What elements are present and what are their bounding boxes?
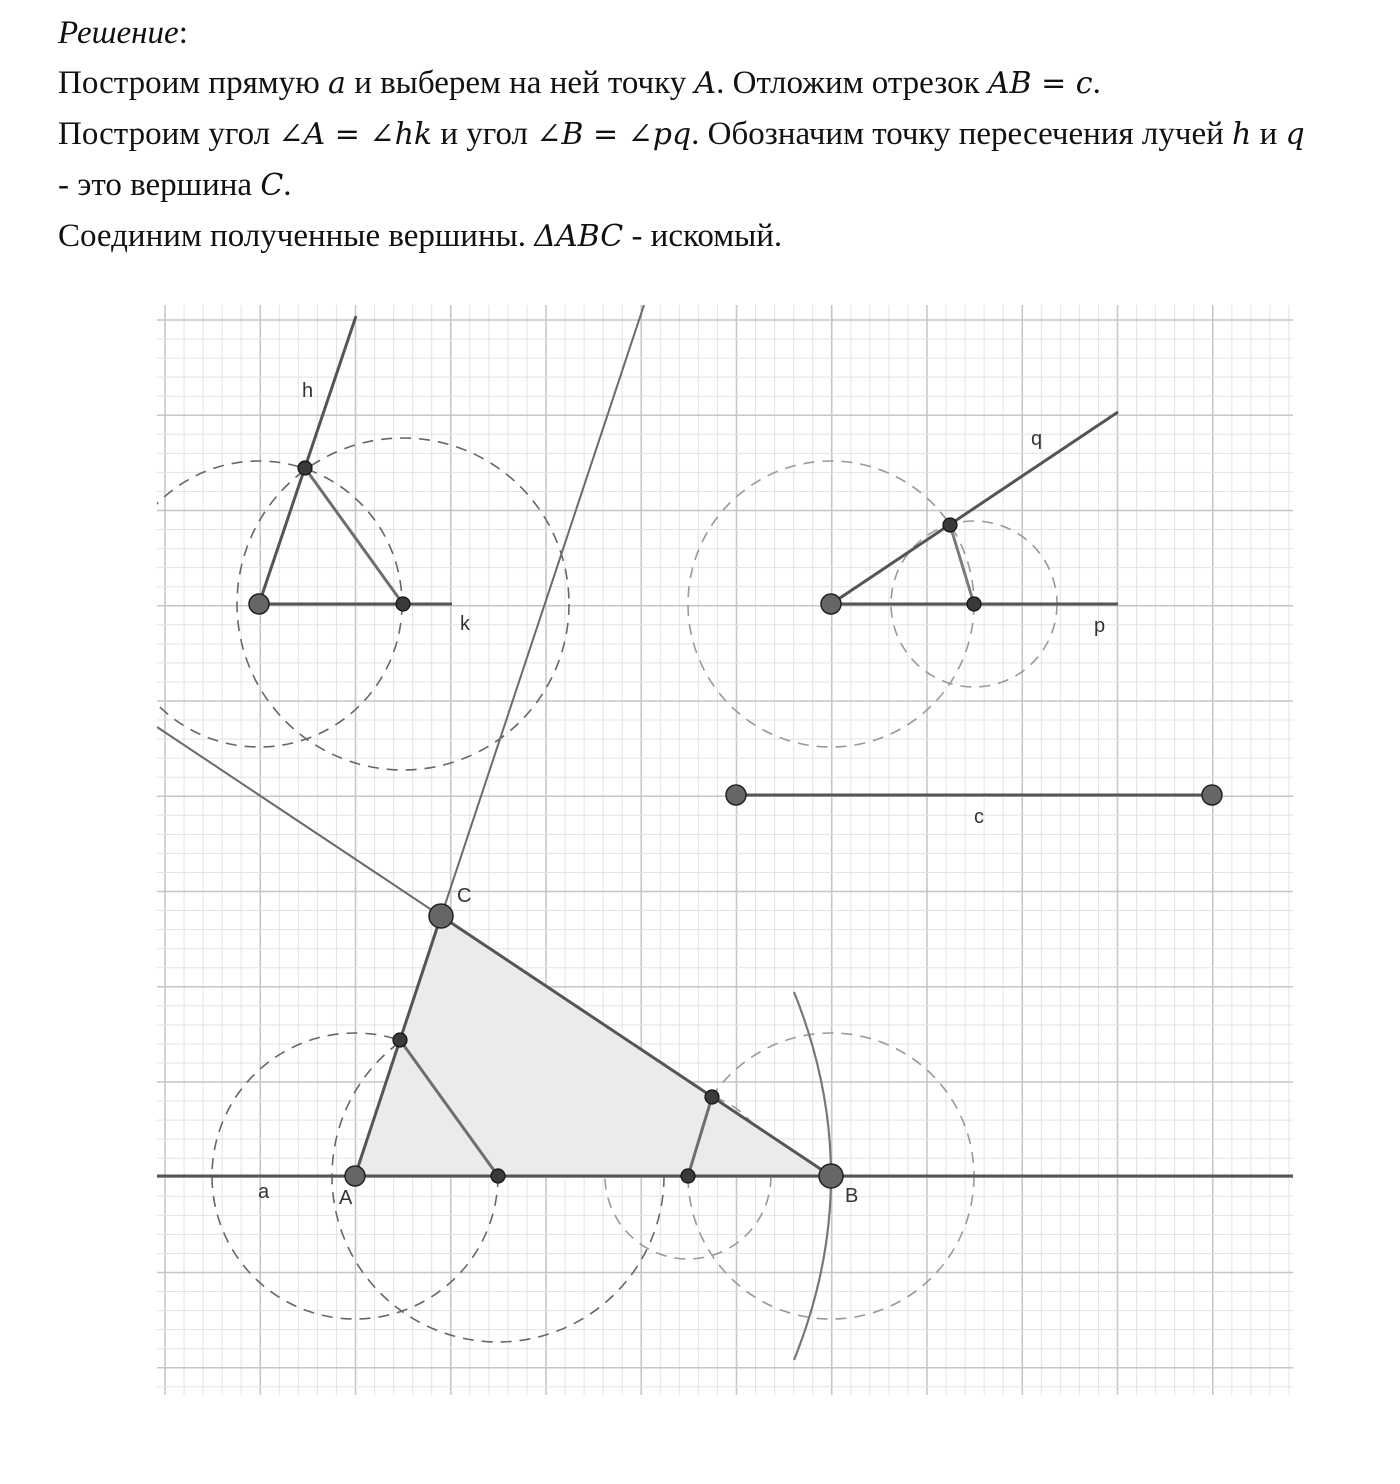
point-k-arc [396,597,410,611]
point-h-arc [298,461,312,475]
ray-q [831,412,1118,604]
text-run: . Отложим отрезок [716,65,988,101]
chord-hk [305,468,403,604]
math-expression: AB = c [987,66,1093,101]
label-C: C [457,885,472,907]
point-q-arc [943,518,957,532]
point-c-start [726,785,746,805]
text-run: Соединим полученные вершины. [58,218,535,254]
math-expression: a [328,66,346,101]
math-expression: ΔABC [534,219,624,254]
math-expression: C [260,168,284,203]
text-run: Построим прямую [58,65,329,101]
label-A: A [339,1187,353,1209]
point-a-arc [491,1169,505,1183]
label-a: a [258,1181,270,1203]
text-run: и выберем на ней точку [345,65,695,101]
construction-circles [116,438,664,1342]
triangle-abc-fill [355,916,831,1176]
label-h: h [302,380,314,402]
text-run: . [283,167,292,203]
label-k: k [460,613,470,635]
point-BC-arc [705,1090,719,1104]
text-run: Построим угол [58,116,279,152]
point-B [819,1164,843,1188]
chord-pq [950,525,974,604]
point-A [345,1166,365,1186]
label-q: q [1031,428,1043,450]
point-C [429,904,453,928]
text-run: и угол [432,116,537,152]
text-run: . [1092,65,1101,101]
math-expression: ∠B = ∠pq [536,117,692,152]
point-AC-arc [393,1033,407,1047]
label-c: c [974,806,984,828]
point-pq-vertex [821,594,841,614]
label-B: B [845,1185,859,1207]
heading-colon: : [178,15,188,51]
point-hk-vertex [249,594,269,614]
grid [157,305,1293,1395]
math-expression: h [1232,117,1252,152]
math-expression: ∠A = ∠hk [278,117,433,152]
point-p-arc [967,597,981,611]
text-run: - это вершина [58,167,261,203]
math-expression: q [1285,117,1305,152]
text-run: и [1251,116,1286,152]
math-expression: A [694,66,717,101]
heading-word: Решение [58,15,179,51]
text-run: - искомый. [623,218,783,254]
ray-h [259,316,356,604]
text-run: . Обозначим точку пересечения лучей [691,116,1233,152]
point-c-end [1202,785,1222,805]
label-p: p [1094,615,1106,637]
point-aB-arc [681,1169,695,1183]
